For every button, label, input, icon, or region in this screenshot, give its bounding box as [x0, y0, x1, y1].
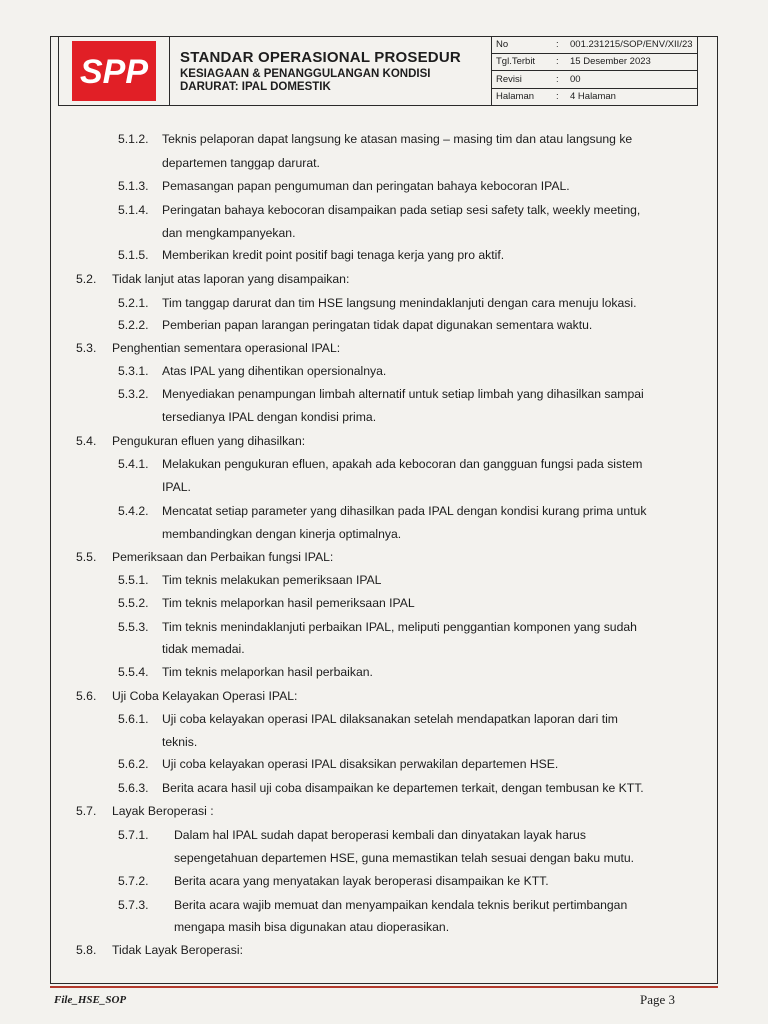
meta-label: Halaman [496, 91, 535, 103]
section-text: Menyediakan penampungan limbah alternatif untuk setiap limbah yang dihasilkan sampai [162, 387, 644, 401]
meta-colon: : [556, 38, 559, 50]
section-number: 5.4.2. [118, 504, 149, 518]
section-text: Berita acara yang menyatakan layak beroperasi disampaikan ke KTT. [174, 874, 549, 888]
title-cell [170, 36, 492, 105]
section-number: 5.8. [76, 943, 97, 957]
section-text: Tim teknis melakukan pemeriksaan IPAL [162, 573, 382, 587]
section-number: 5.3. [76, 341, 97, 355]
section-number: 5.5. [76, 550, 97, 564]
meta-table [492, 36, 697, 105]
section-text: Tim tanggap darurat dan tim HSE langsung menindaklanjuti dengan cara menuju lokasi. [162, 296, 637, 310]
meta-label: Revisi [496, 73, 522, 85]
section-text: Tidak lanjut atas laporan yang disampaikan: [112, 272, 350, 286]
section-number: 5.5.4. [118, 665, 149, 679]
meta-value: 15 Desember 2023 [570, 56, 651, 68]
section-number: 5.4. [76, 434, 97, 448]
section-text-continuation: dan mengkampanyekan. [162, 226, 296, 240]
section-number: 5.7.2. [118, 874, 149, 888]
section-text-continuation: sepengetahuan departemen HSE, guna memastikan telah sesuai dengan baku mutu. [174, 851, 635, 865]
section-text: Peringatan bahaya kebocoran disampaikan pada setiap sesi safety talk, weekly meeting, [162, 203, 641, 217]
section-text: Tim teknis melaporkan hasil pemeriksaan IPAL [162, 596, 415, 610]
section-text: Uji coba kelayakan operasi IPAL dilaksanakan setelah mendapatkan laporan dari tim [162, 712, 618, 726]
section-number: 5.7. [76, 804, 97, 818]
section-text: Pemberian papan larangan peringatan tidak dapat digunakan sementara waktu. [162, 318, 593, 332]
meta-row-date [492, 54, 697, 72]
meta-value: 001.231215/SOP/ENV/XII/23 [570, 38, 693, 50]
section-number: 5.2.1. [118, 296, 149, 310]
section-number: 5.2. [76, 272, 97, 286]
document-title: STANDAR OPERASIONAL PROSEDUR [180, 49, 461, 66]
footer-rule [50, 986, 718, 988]
section-text: Berita acara hasil uji coba disampaikan ke departemen terkait, dengan tembusan ke KTT. [162, 781, 644, 795]
section-number: 5.6. [76, 689, 97, 703]
meta-colon: : [556, 91, 559, 103]
footer-page-number: Page 3 [640, 992, 676, 1007]
section-number: 5.4.1. [118, 457, 149, 471]
section-number: 5.1.4. [118, 203, 149, 217]
section-text: Tim teknis melaporkan hasil perbaikan. [162, 665, 373, 679]
meta-label: No [496, 38, 509, 50]
logo-text: SPP [79, 52, 149, 91]
section-text-continuation: mengapa masih bisa digunakan atau dioperasikan. [174, 920, 450, 934]
section-number: 5.3.2. [118, 387, 149, 401]
document-subtitle-line1: KESIAGAAN & PENANGGULANGAN KONDISI [180, 68, 431, 80]
section-text-continuation: IPAL. [162, 480, 191, 494]
section-text-continuation: tidak memadai. [162, 642, 245, 656]
section-text: Pemasangan papan pengumuman dan peringatan bahaya kebocoran IPAL. [162, 179, 570, 193]
section-number: 5.1.3. [118, 179, 149, 193]
meta-row-pages [492, 89, 697, 106]
section-text-continuation: departemen tanggap darurat. [162, 156, 320, 170]
logo-cell [59, 36, 170, 105]
section-number: 5.5.3. [118, 620, 149, 634]
section-number: 5.1.2. [118, 132, 149, 146]
section-text: Teknis pelaporan dapat langsung ke atasan masing – masing tim dan atau langsung ke [162, 132, 633, 146]
section-text: Mencatat setiap parameter yang dihasilkan pada IPAL dengan kondisi kurang prima untuk [162, 504, 647, 518]
section-text: Dalam hal IPAL sudah dapat beroperasi kembali dan dinyatakan layak harus [174, 828, 586, 842]
section-number: 5.2.2. [118, 318, 149, 332]
section-number: 5.7.3. [118, 898, 149, 912]
section-number: 5.6.3. [118, 781, 149, 795]
section-number: 5.6.1. [118, 712, 149, 726]
meta-row-revision [492, 71, 697, 89]
document-header [58, 36, 698, 106]
section-text-continuation: teknis. [162, 735, 198, 749]
section-number: 5.3.1. [118, 364, 149, 378]
section-text: Memberikan kredit point positif bagi tenaga kerja yang pro aktif. [162, 248, 505, 262]
meta-row-no [492, 36, 697, 54]
section-text-continuation: tersedianya IPAL dengan kondisi prima. [162, 410, 377, 424]
footer-file-label: File_HSE_SOP [54, 994, 127, 1006]
section-number: 5.7.1. [118, 828, 149, 842]
section-text: Uji coba kelayakan operasi IPAL disaksikan perwakilan departemen HSE. [162, 757, 559, 771]
section-number: 5.5.2. [118, 596, 149, 610]
section-text: Pemeriksaan dan Perbaikan fungsi IPAL: [112, 550, 334, 564]
section-text: Atas IPAL yang dihentikan opersionalnya. [162, 364, 387, 378]
section-number: 5.5.1. [118, 573, 149, 587]
document-subtitle-line2: DARURAT: IPAL DOMESTIK [180, 81, 331, 93]
section-text: Tidak Layak Beroperasi: [112, 943, 243, 957]
meta-colon: : [556, 73, 559, 85]
section-text-continuation: membandingkan dengan kinerja optimalnya. [162, 527, 402, 541]
meta-colon: : [556, 56, 559, 68]
section-text: Berita acara wajib memuat dan menyampaikan kendala teknis berikut pertimbangan [174, 898, 628, 912]
section-text: Penghentian sementara operasional IPAL: [112, 341, 341, 355]
section-text: Pengukuran efluen yang dihasilkan: [112, 434, 306, 448]
section-text: Tim teknis menindaklanjuti perbaikan IPAL, meliputi penggantian komponen yang sudah [162, 620, 637, 634]
spp-logo-icon [72, 41, 156, 101]
meta-label: Tgl.Terbit [496, 56, 536, 68]
section-number: 5.6.2. [118, 757, 149, 771]
meta-value: 4 Halaman [570, 91, 616, 103]
section-text: Layak Beroperasi : [112, 804, 214, 818]
company-logo [72, 41, 156, 101]
section-text: Uji Coba Kelayakan Operasi IPAL: [112, 689, 298, 703]
meta-value: 00 [570, 73, 581, 85]
section-number: 5.1.5. [118, 248, 149, 262]
section-text: Melakukan pengukuran efluen, apakah ada kebocoran dan gangguan fungsi pada sistem [162, 457, 643, 471]
